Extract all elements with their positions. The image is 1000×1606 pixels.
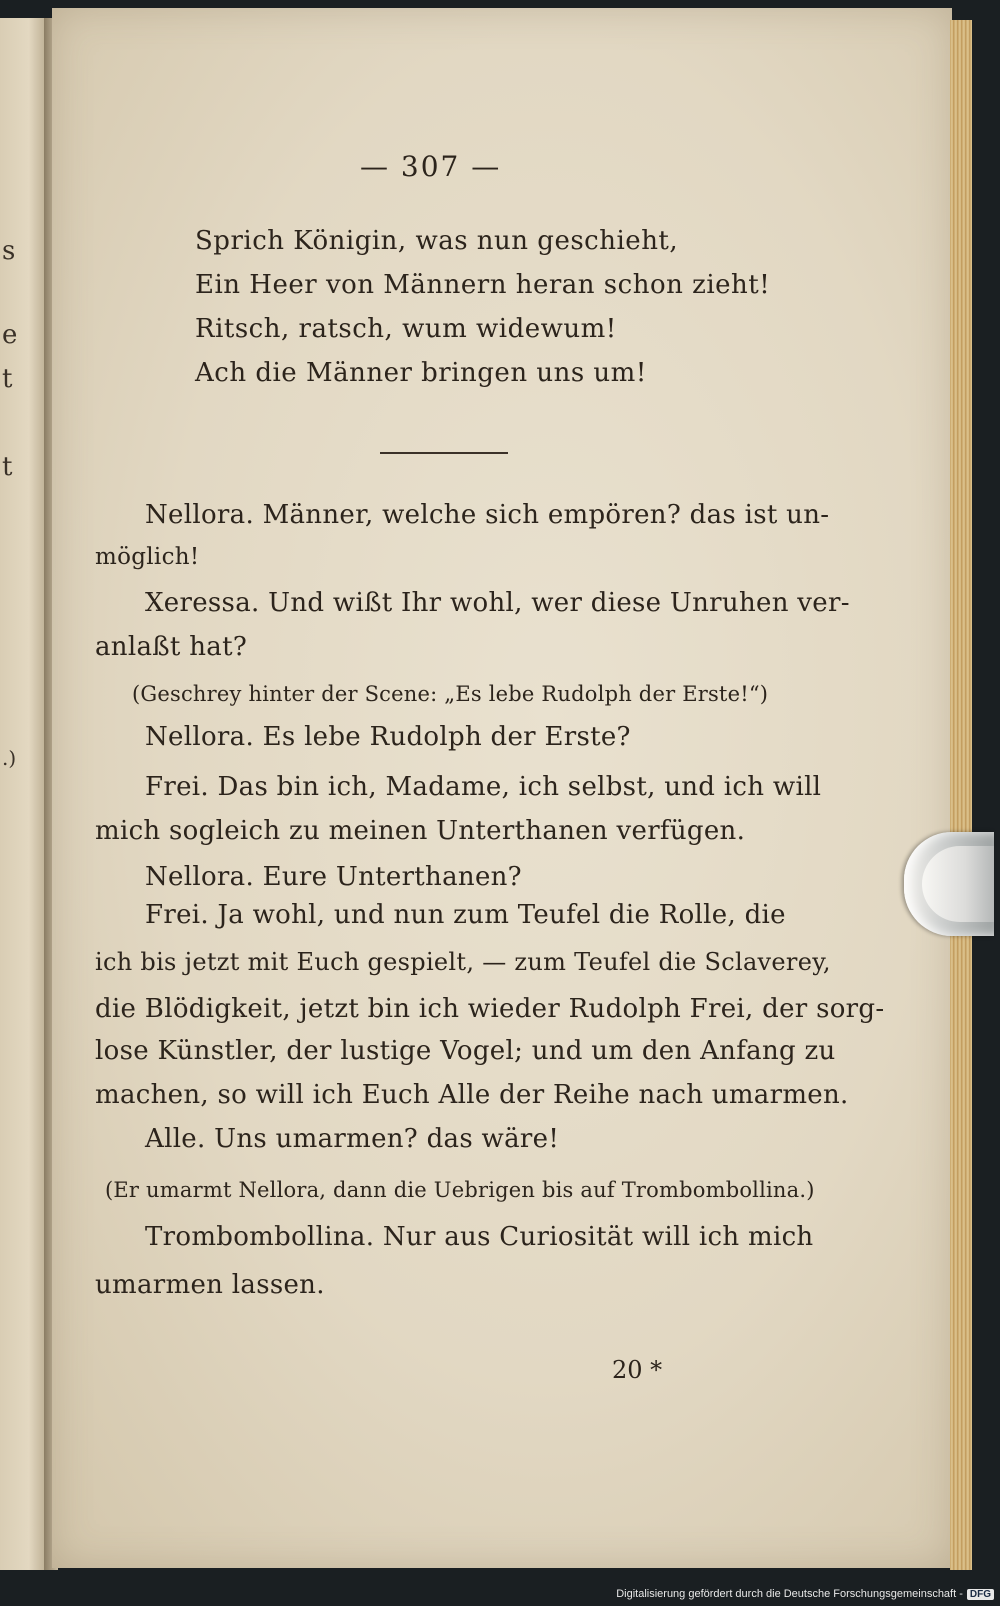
left-page-fragment: .) — [2, 746, 17, 770]
prose-line: die Blödigkeit, jetzt bin ich wieder Rudolph Frei, der sorg- — [95, 994, 885, 1024]
left-page-fragment: t — [2, 364, 13, 394]
page-number: — 307 — — [360, 150, 502, 183]
prose-line: Frei. Ja wohl, und nun zum Teufel die Rolle, die — [145, 900, 786, 930]
prose-line: Nellora. Es lebe Rudolph der Erste? — [145, 722, 631, 752]
prose-line: Alle. Uns umarmen? das wäre! — [145, 1124, 560, 1154]
prose-line: mich sogleich zu meinen Unterthanen verfügen. — [95, 816, 746, 846]
prose-line: ich bis jetzt mit Euch gespielt, — zum Teufel die Sclaverey, — [95, 948, 831, 976]
page-clip-inner — [922, 846, 994, 922]
verse-line: Ein Heer von Männern heran schon zieht! — [195, 270, 771, 300]
prose-line: umarmen lassen. — [95, 1270, 325, 1300]
prose-line: Nellora. Männer, welche sich empören? das ist un- — [145, 500, 830, 530]
stage-direction: (Geschrey hinter der Scene: „Es lebe Rudolph der Erste!“) — [132, 682, 769, 706]
prose-line: Nellora. Eure Unterthanen? — [145, 862, 522, 892]
left-page-fragment: e — [2, 320, 18, 350]
prose-line: machen, so will ich Euch Alle der Reihe nach umarmen. — [95, 1080, 849, 1110]
left-page-fragment: s — [2, 236, 16, 266]
footer-text: Digitalisierung gefördert durch die Deutsche Forschungsgemeinschaft - — [616, 1588, 963, 1600]
stage-direction: (Er umarmt Nellora, dann die Uebrigen bis auf Trombombollina.) — [105, 1178, 815, 1202]
prose-line: Frei. Das bin ich, Madame, ich selbst, und ich will — [145, 772, 822, 802]
section-divider — [380, 452, 508, 454]
left-page-fragment: t — [2, 452, 13, 482]
prose-line: lose Künstler, der lustige Vogel; und um den Anfang zu — [95, 1036, 836, 1066]
prose-line: anlaßt hat? — [95, 632, 248, 662]
prose-line: möglich! — [95, 544, 200, 570]
signature-mark: 20 * — [612, 1356, 663, 1384]
verse-line: Sprich Königin, was nun geschieht, — [195, 226, 679, 256]
page-edges — [950, 20, 972, 1570]
page-clip — [904, 832, 994, 936]
prose-line: Trombombollina. Nur aus Curiosität will ich mich — [145, 1222, 814, 1252]
left-page-edge — [0, 18, 48, 1570]
verse-line: Ritsch, ratsch, wum widewum! — [195, 314, 617, 344]
dfg-logo-icon: DFG — [967, 1589, 994, 1600]
verse-line: Ach die Männer bringen uns um! — [195, 358, 647, 388]
prose-line: Xeressa. Und wißt Ihr wohl, wer diese Unruhen ver- — [145, 588, 850, 618]
footer-credit — [616, 1584, 994, 1604]
